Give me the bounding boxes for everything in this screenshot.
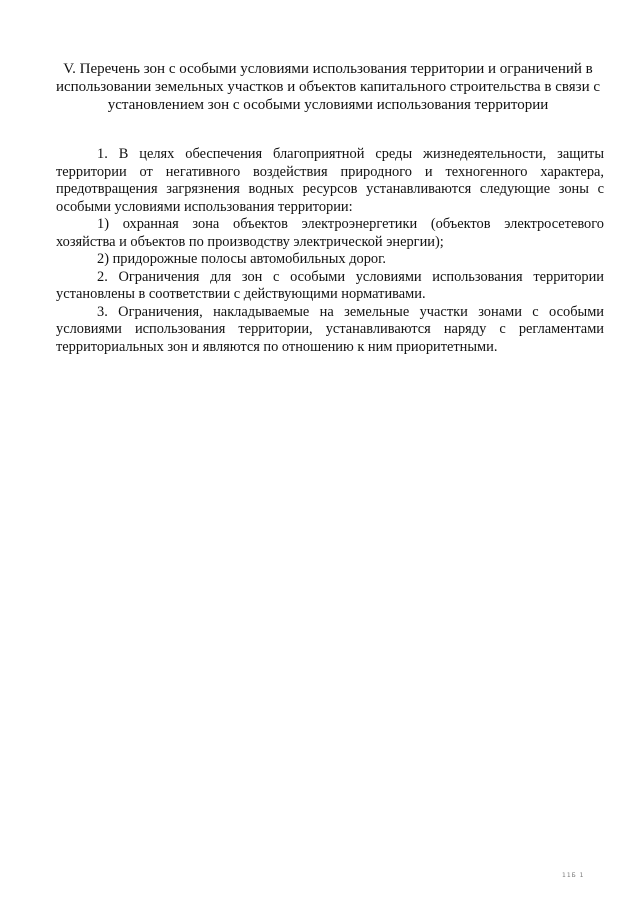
section-title: V. Перечень зон с особыми условиями использования территории и ограничений в использовании земельных участков и объектов капитального строительства в связи с установлением зон с особыми условиями использования территории (55, 61, 601, 113)
paragraph-1: 1. В целях обеспечения благоприятной среды жизнедеятельности, защиты территории от негативного воздействия природного и техногенного характера, предотвращения загрязнения водных ресурсов устанавливаются следующие зоны с особыми условиями использования территории: (56, 146, 604, 215)
paragraph-2: 2. Ограничения для зон с особыми условиями использования территории установлены в соответствии с действующими нормативами. (56, 268, 604, 302)
list-item-1: 1) охранная зона объектов электроэнергетики (объектов электросетевого хозяйства и объектов по производству электрической энергии); (56, 216, 604, 250)
section-body (56, 146, 604, 356)
list-item-2: 2) придорожные полосы автомобильных дорог. (97, 251, 386, 267)
paragraph-3: 3. Ограничения, накладываемые на земельные участки зонами с особыми условиями использования территории, устанавливаются наряду с регламентами территориальных зон и являются по отношению к ним приоритетными. (56, 303, 604, 355)
footer-mark: 11Б 1 (562, 872, 585, 879)
